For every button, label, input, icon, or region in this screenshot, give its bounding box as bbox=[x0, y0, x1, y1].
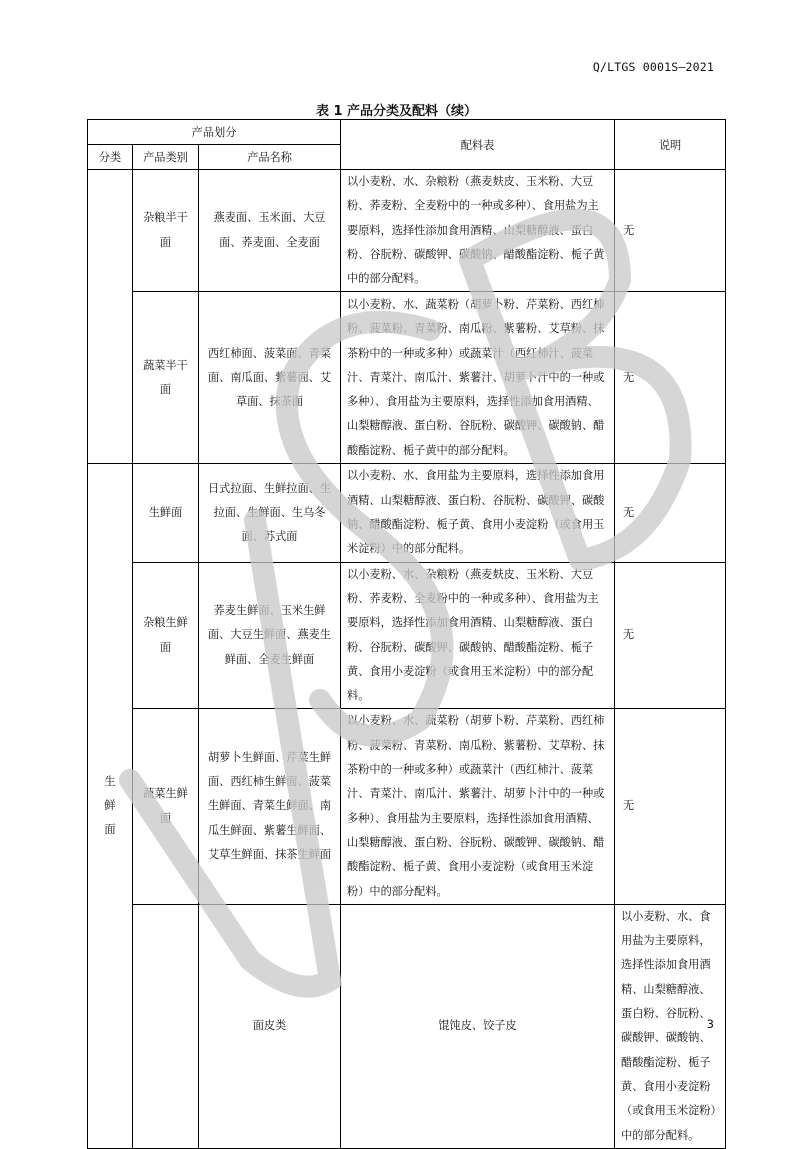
header-ingredients: 配料表 bbox=[341, 120, 615, 170]
product-name-cell: 馄饨皮、饺子皮 bbox=[341, 904, 615, 1148]
table-row bbox=[88, 292, 726, 464]
header-note: 说明 bbox=[615, 120, 726, 170]
page-number: 3 bbox=[706, 1017, 714, 1031]
header-product-division: 产品划分 bbox=[88, 120, 341, 145]
product-type-cell: 蔬菜半干面 bbox=[133, 292, 199, 464]
product-type-cell: 杂粮半干面 bbox=[133, 170, 199, 292]
table-row bbox=[88, 170, 726, 292]
ingredients-cell: 以小麦粉、水、蔬菜粉（胡萝卜粉、芹菜粉、西红柿粉、菠菜粉、青菜粉、南瓜粉、紫薯粉、艾草粉、抹茶粉中的一种或多种）或蔬菜汁（西红柿汁、菠菜汁、青菜汁、南瓜汁、紫薯汁、胡萝卜汁中的一种或多种）、食用盐为主要原料，选择性添加食用酒精、山梨糖醇液、蛋白粉、谷朊粉、碳酸钾、碳酸钠、醋酸酯淀粉、栀子黄中的部分配料。 bbox=[341, 292, 615, 464]
ingredients-cell: 以小麦粉、水、食用盐为主要原料，选择性添加食用酒精、山梨糖醇液、蛋白粉、谷朊粉、碳酸钾、碳酸钠、醋酸酯淀粉、栀子黄、食用小麦淀粉（或食用玉米淀粉）中的部分配料。 bbox=[341, 464, 615, 562]
document-code: Q/LTGS 0001S—2021 bbox=[592, 60, 714, 74]
product-name-cell: 荞麦生鲜面、玉米生鲜面、大豆生鲜面、燕麦生鲜面、全麦生鲜面 bbox=[199, 562, 341, 709]
note-cell: 无 bbox=[615, 170, 726, 292]
product-type-cell: 面皮类 bbox=[199, 904, 341, 1148]
ingredients-cell: 以小麦粉、水、食用盐为主要原料，选择性添加食用酒精、山梨糖醇液、蛋白粉、谷朊粉、碳酸钾、碳酸钠、醋酸酯淀粉、栀子黄、食用小麦淀粉（或食用玉米淀粉）中的部分配料。 bbox=[615, 904, 726, 1148]
table-row bbox=[88, 904, 726, 1148]
product-type-cell: 蔬菜生鲜面 bbox=[133, 709, 199, 904]
category-label: 生鲜面 bbox=[104, 775, 116, 837]
table-row bbox=[88, 464, 726, 562]
product-name-cell: 胡萝卜生鲜面、芹菜生鲜面、西红柿生鲜面、菠菜生鲜面、青菜生鲜面、南瓜生鲜面、紫薯生鲜面、艾草生鲜面、抹茶生鲜面 bbox=[199, 709, 341, 904]
category-cell-empty bbox=[133, 904, 199, 1148]
product-type-cell: 生鲜面 bbox=[133, 464, 199, 562]
note-cell: 无 bbox=[615, 292, 726, 464]
product-type-cell: 杂粮生鲜面 bbox=[133, 562, 199, 709]
product-ingredient-table bbox=[87, 119, 726, 1149]
header-product-type: 产品类别 bbox=[133, 145, 199, 170]
product-name-cell: 燕麦面、玉米面、大豆面、荞麦面、全麦面 bbox=[199, 170, 341, 292]
table-row bbox=[88, 562, 726, 709]
note-cell: 无 bbox=[615, 464, 726, 562]
product-name-cell: 日式拉面、生鲜拉面、生拉面、生鲜面、生乌冬面、苏式面 bbox=[199, 464, 341, 562]
table-row bbox=[88, 709, 726, 904]
note-cell: 无 bbox=[615, 562, 726, 709]
table-title: 表 1 产品分类及配料（续） bbox=[315, 104, 478, 119]
header-product-name: 产品名称 bbox=[199, 145, 341, 170]
ingredients-cell: 以小麦粉、水、杂粮粉（燕麦麸皮、玉米粉、大豆粉、荞麦粉、全麦粉中的一种或多种）、食用盐为主要原料，选择性添加食用酒精、山梨糖醇液、蛋白粉、谷朊粉、碳酸钾、碳酸钠、醋酸酯淀粉、栀子黄、食用小麦淀粉（或食用玉米淀粉）中的部分配料。 bbox=[341, 562, 615, 709]
ingredients-cell: 以小麦粉、水、蔬菜粉（胡萝卜粉、芹菜粉、西红柿粉、菠菜粉、青菜粉、南瓜粉、紫薯粉、艾草粉、抹茶粉中的一种或多种）或蔬菜汁（西红柿汁、菠菜汁、青菜汁、南瓜汁、紫薯汁、胡萝卜汁中的一种或多种）、食用盐为主要原料，选择性添加食用酒精、山梨糖醇液、蛋白粉、谷朊粉、碳酸钾、碳酸钠、醋酸酯淀粉、栀子黄、食用小麦淀粉（或食用玉米淀粉）中的部分配料。 bbox=[341, 709, 615, 904]
category-cell bbox=[88, 464, 133, 1148]
category-cell-empty bbox=[88, 170, 133, 464]
product-name-cell: 西红柿面、菠菜面、青菜面、南瓜面、紫薯面、艾草面、抹茶面 bbox=[199, 292, 341, 464]
header-category: 分类 bbox=[88, 145, 133, 170]
note-cell: 无 bbox=[615, 709, 726, 904]
ingredients-cell: 以小麦粉、水、杂粮粉（燕麦麸皮、玉米粉、大豆粉、荞麦粉、全麦粉中的一种或多种）、食用盐为主要原料，选择性添加食用酒精、山梨糖醇液、蛋白粉、谷朊粉、碳酸钾、碳酸钠、醋酸酯淀粉、栀子黄中的部分配料。 bbox=[341, 170, 615, 292]
